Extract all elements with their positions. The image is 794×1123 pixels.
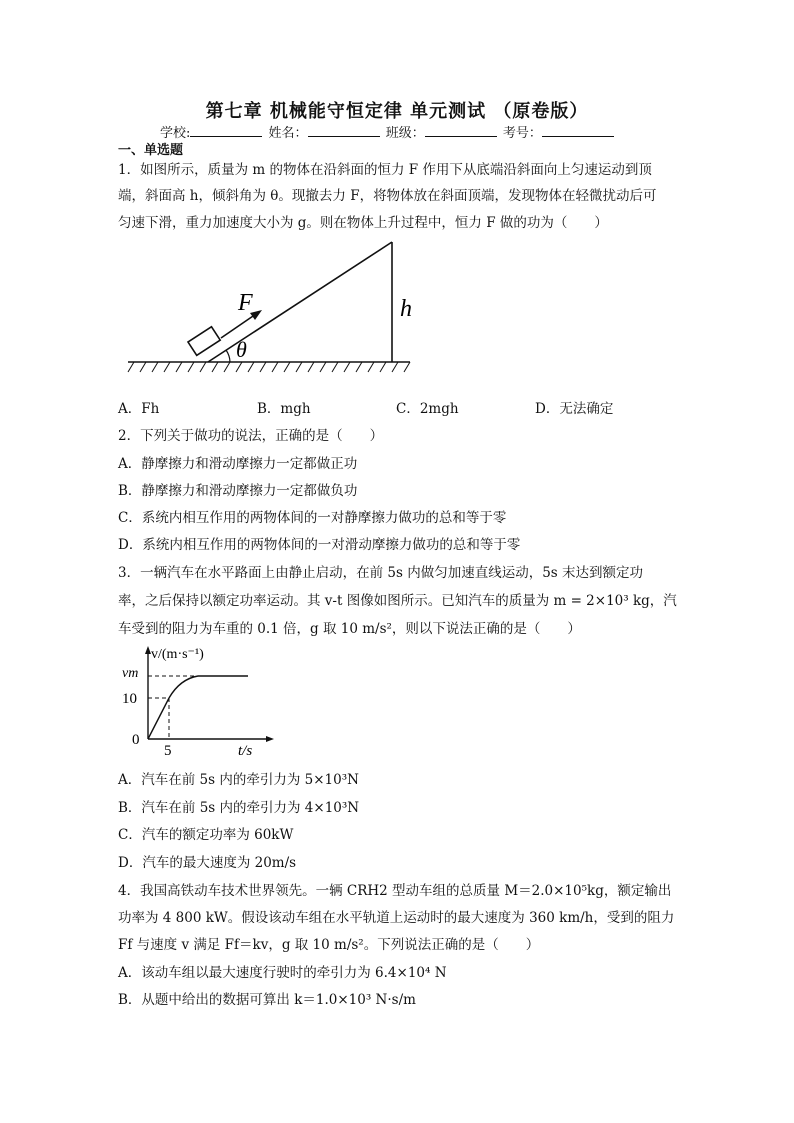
ground-hatching <box>128 362 410 372</box>
q1-option-c[interactable]: C．2mgh <box>396 401 459 417</box>
x-axis-arrow <box>266 736 274 742</box>
curve-segment <box>169 676 198 698</box>
q2-option-c[interactable]: C．系统内相互作用的两物体间的一对静摩擦力做功的总和等于零 <box>118 510 507 526</box>
school-blank[interactable] <box>190 124 262 137</box>
q3-option-d[interactable]: D．汽车的最大速度为 20m/s <box>118 855 297 871</box>
q1-line-2: 端，斜面高 h，倾斜角为 θ。现撤去力 F，将物体放在斜面顶端，发现物体在轻微扰动后可 <box>118 188 657 204</box>
q1-option-b[interactable]: B．mgh <box>257 401 311 417</box>
height-label: h <box>400 296 412 322</box>
q3-line-2: 率，之后保持以额定功率运动。其 v-t 图像如图所示。已知汽车的质量为 m = 2×10³ kg，汽 <box>118 593 677 609</box>
q4-option-b[interactable]: B．从题中给出的数据可算出 k＝1.0×10³ N·s/m <box>118 992 416 1008</box>
q2-option-d[interactable]: D．系统内相互作用的两物体间的一对滑动摩擦力做功的总和等于零 <box>118 537 521 553</box>
angle-label: θ <box>236 337 247 362</box>
q1-incline-figure <box>128 240 428 390</box>
force-label: F <box>238 290 253 316</box>
q3-option-c[interactable]: C．汽车的额定功率为 60kW <box>118 827 294 843</box>
section-title: 一、单选题 <box>118 143 184 158</box>
q1-option-a[interactable]: A．Fh <box>118 401 160 417</box>
y-axis-label: v/(m·s⁻¹) <box>151 647 204 662</box>
q3-option-b[interactable]: B．汽车在前 5s 内的牵引力为 4×10³N <box>118 800 360 816</box>
x-axis-label: t/s <box>238 743 253 759</box>
q3-option-a[interactable]: A．汽车在前 5s 内的牵引力为 5×10³N <box>118 772 359 788</box>
vm-label: vm <box>122 666 139 681</box>
linear-segment <box>148 698 169 739</box>
class-blank[interactable] <box>425 124 497 137</box>
exam-no-blank[interactable] <box>542 124 614 137</box>
q1-option-d[interactable]: D．无法确定 <box>535 401 614 417</box>
q2-option-b[interactable]: B．静摩擦力和滑动摩擦力一定都做负功 <box>118 483 358 499</box>
page-title: 第七章 机械能守恒定律 单元测试 （原卷版） <box>205 101 589 122</box>
q4-line-1: 4．我国高铁动车技术世界领先。一辆 CRH2 型动车组的总质量 M＝2.0×10⁵kg，额定输出 <box>118 883 672 899</box>
name-blank[interactable] <box>308 124 380 137</box>
y-tick-label: 10 <box>122 691 137 707</box>
student-info-line <box>160 122 616 141</box>
x-tick-label: 5 <box>164 743 172 759</box>
q1-line-3: 匀速下滑，重力加速度大小为 g。则在物体上升过程中，恒力 F 做的功为（ ） <box>118 215 608 231</box>
origin-label: 0 <box>132 732 140 748</box>
block <box>188 327 220 356</box>
q4-line-3: Ff 与速度 v 满足 Ff＝kv，g 取 10 m/s²。下列说法正确的是（ ） <box>118 937 540 953</box>
q3-vt-graph <box>118 643 278 761</box>
exam-no-label: 考号： <box>502 126 542 141</box>
name-label: 姓名： <box>268 126 308 141</box>
q3-line-1: 3．一辆汽车在水平路面上由静止启动，在前 5s 内做匀加速直线运动，5s 末达到额定功 <box>118 565 643 581</box>
class-label: 班级： <box>385 126 425 141</box>
angle-arc <box>226 350 230 362</box>
school-label: 学校: <box>160 126 191 141</box>
q2-option-a[interactable]: A．静摩擦力和滑动摩擦力一定都做正功 <box>118 456 358 472</box>
q4-option-a[interactable]: A．该动车组以最大速度行驶时的牵引力为 6.4×10⁴ N <box>118 965 447 981</box>
q1-line-1: 1．如图所示，质量为 m 的物体在沿斜面的恒力 F 作用下从底端沿斜面向上匀速运动到顶 <box>118 162 652 178</box>
q3-line-3: 车受到的阻力为车重的 0.1 倍，g 取 10 m/s²，则以下说法正确的是（ ） <box>118 621 581 637</box>
q2-stem: 2．下列关于做功的说法，正确的是（ ） <box>118 428 384 444</box>
q4-line-2: 功率为 4 800 kW。假设该动车组在水平轨道上运动时的最大速度为 360 km/h，受到的阻力 <box>118 910 675 926</box>
